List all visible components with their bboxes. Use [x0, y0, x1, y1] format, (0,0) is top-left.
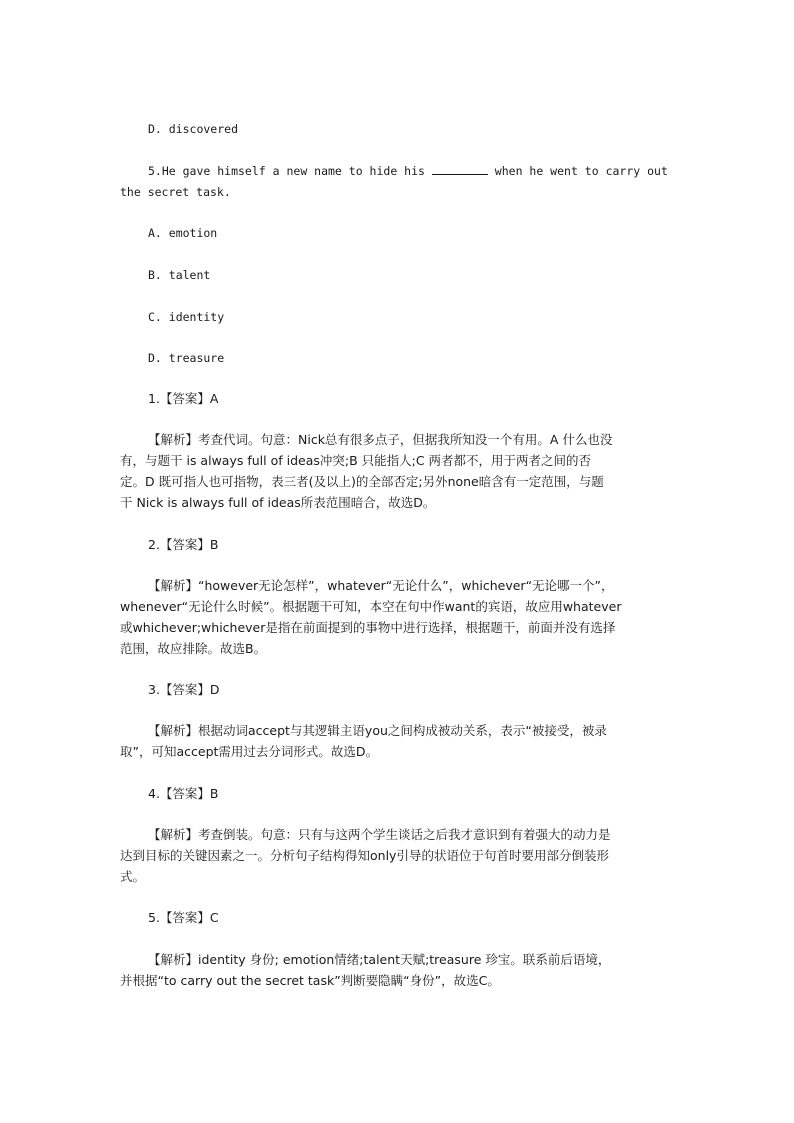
option-d: D. treasure: [148, 351, 225, 365]
explanation-line: 【解析】identity 身份; emotion情绪;talent天赋;treasure 珍宝。联系前后语境，: [148, 952, 611, 967]
explanation-line: 或whichever;whichever是指在前面提到的事物中进行选择，根据题干，前面并没有选择: [120, 620, 616, 635]
answer-3-label: 3.【答案】D: [148, 682, 220, 697]
answer-blank: [432, 164, 488, 175]
option-c: C. identity: [148, 310, 225, 324]
answer-1-explanation: [120, 429, 678, 513]
option-a: A. emotion: [148, 226, 218, 240]
answer-5-explanation: [120, 949, 678, 991]
question-5-line-1: [148, 161, 708, 182]
explanation-line: 达到目标的关键因素之一。分析句子结构得知only引导的状语位于句首时要用部分倒装形: [120, 848, 609, 863]
explanation-line: 干 Nick is always full of ideas所表范围暗合，故选D。: [120, 495, 436, 510]
explanation-line: 【解析】根据动词accept与其逻辑主语you之间构成被动关系，表示“被接受，被录: [148, 723, 607, 738]
explanation-line: 【解析】考查倒装。句意：只有与这两个学生谈话之后我才意识到有着强大的动力是: [148, 827, 611, 842]
answer-1-label: 1.【答案】A: [148, 391, 219, 406]
answer-2-explanation: [120, 575, 678, 659]
option-d-discovered: D. discovered: [148, 122, 239, 136]
answer-3-explanation: [120, 720, 678, 762]
explanation-line: 式。: [120, 869, 146, 884]
question-5-text-before: 5.He gave himself a new name to hide his: [148, 164, 432, 178]
answer-2-label: 2.【答案】B: [148, 537, 219, 552]
question-5-text-after: when he went to carry out: [487, 164, 668, 178]
explanation-line: 取”，可知accept需用过去分词形式。故选D。: [120, 744, 379, 759]
explanation-line: 【解析】考查代词。句意：Nick总有很多点子，但据我所知没一个有用。A 什么也没: [148, 432, 613, 447]
explanation-line: whenever“无论什么时候”。根据题干可知，本空在句中作want的宾语，故应用whatever: [120, 599, 622, 614]
explanation-line: 有，与题干 is always full of ideas冲突;B 只能指人;C 两者都不，用于两者之间的否: [120, 453, 592, 468]
explanation-line: 定。D 既可指人也可指物，表三者(及以上)的全部否定;另外none暗含有一定范围，与题: [120, 474, 604, 489]
answer-4-explanation: [120, 824, 678, 887]
answer-4-label: 4.【答案】B: [148, 786, 219, 801]
answer-5-label: 5.【答案】C: [148, 910, 219, 925]
option-b: B. talent: [148, 268, 211, 282]
explanation-line: 范围，故应排除。故选B。: [120, 641, 267, 656]
question-5-line-2: the secret task.: [120, 185, 231, 199]
explanation-line: 并根据“to carry out the secret task”判断要隐瞒“身份”，故选C。: [120, 973, 500, 988]
explanation-line: 【解析】“however无论怎样”，whatever“无论什么”，whichever“无论哪一个”，: [148, 578, 614, 593]
